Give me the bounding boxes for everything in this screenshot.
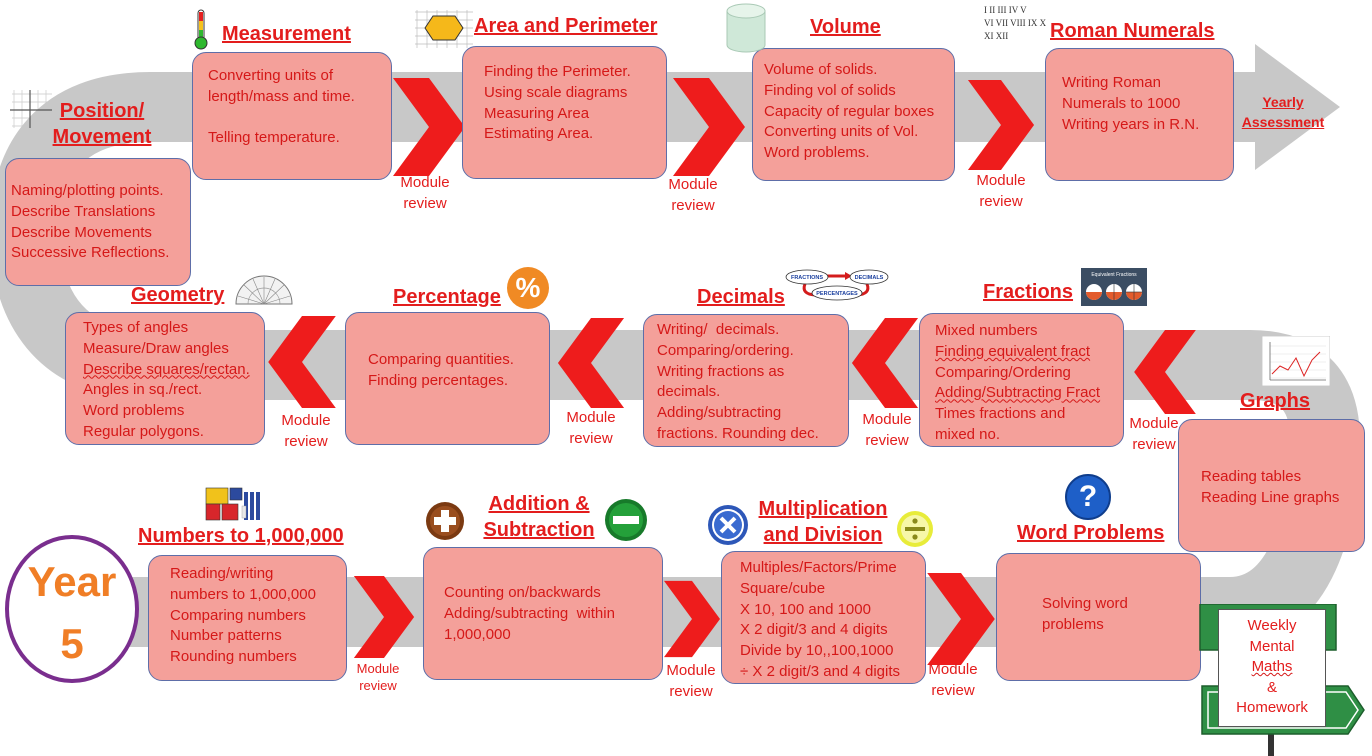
list-item: Telling temperature.	[208, 129, 340, 147]
list-item: Reading Line graphs	[1201, 488, 1340, 506]
list-item: Volume of solids.	[764, 61, 878, 78]
list-item: Multiples/Factors/Prime	[740, 559, 897, 576]
fractions-box	[919, 313, 1124, 447]
measurement-title: Measurement	[222, 23, 351, 45]
list-item: Reading tables	[1201, 468, 1302, 485]
geometry-title: Geometry	[131, 284, 225, 306]
list-item: Regular polygons.	[83, 422, 204, 440]
list-item: Adding/subtracting within	[444, 604, 615, 622]
protractor-icon	[234, 272, 294, 306]
svg-text:PERCENTAGES: PERCENTAGES	[816, 291, 858, 297]
module-review-label: Module review	[1129, 415, 1179, 453]
volume-title: Volume	[810, 16, 881, 38]
list-item: Capacity of regular boxes	[764, 102, 935, 120]
graphs-title: Graphs	[1240, 390, 1311, 412]
chevron-right-icon	[926, 573, 996, 665]
list-item: Times fractions and	[935, 405, 1066, 423]
list-item: Types of angles	[83, 319, 189, 336]
graphs-box	[1178, 419, 1365, 552]
cylinder-icon	[724, 2, 768, 54]
fractions-title: Fractions	[983, 281, 1074, 303]
list-item: Successive Reflections.	[11, 244, 170, 262]
list-item: Comparing numbers	[170, 606, 306, 624]
list-item: Angles in sq./rect.	[83, 381, 203, 399]
line-graph-icon	[1262, 336, 1330, 386]
question-icon: ?	[1065, 474, 1111, 520]
list-item: Finding vol of solids	[764, 81, 896, 99]
list-item: Using scale diagrams	[484, 83, 628, 101]
list-item: numbers to 1,000,000	[170, 585, 316, 603]
list-item: Finding the Perimeter.	[484, 63, 631, 80]
svg-text:FRACTIONS: FRACTIONS	[790, 275, 824, 281]
list-item: problems	[1042, 615, 1104, 633]
list-item: Reading/writing	[170, 565, 274, 582]
module-review-label: Module review	[281, 412, 331, 450]
list-item: Counting on/backwards	[444, 584, 601, 601]
fractions-decimals-percentages-icon	[785, 268, 889, 302]
list-item: Mixed numbers	[935, 322, 1038, 339]
list-item: mixed no.	[935, 425, 1001, 443]
list-item: Solving word	[1042, 595, 1128, 612]
module-review-label: Module review	[976, 172, 1026, 210]
list-item: Word problems	[83, 402, 185, 420]
word-problems-box	[996, 553, 1201, 681]
base-ten-blocks-icon	[204, 484, 264, 524]
module-review-label: Module review	[666, 662, 716, 700]
list-item: Converting units of Vol.	[764, 123, 919, 141]
list-item: Finding equivalent fract	[935, 342, 1091, 360]
multiplication-division-title: Multiplication and Division	[758, 498, 888, 546]
module-review-label: Module review	[400, 174, 450, 212]
list-item: Divide by 10,,100,1000	[740, 642, 894, 660]
chevron-left-icon	[262, 316, 342, 408]
module-review-label: Module review	[566, 409, 616, 447]
decimals-box	[643, 314, 849, 447]
addition-subtraction-title: Addition & Subtraction	[483, 493, 595, 541]
position-movement-title: Position/ Movement	[52, 100, 152, 148]
chevron-right-icon	[955, 80, 1047, 170]
list-item: Number patterns	[170, 627, 282, 645]
percentage-box	[345, 312, 550, 445]
multiply-icon	[707, 504, 749, 546]
minus-icon	[604, 498, 648, 542]
module-review-label: Module review	[928, 661, 978, 699]
list-item: 1,000,000	[444, 625, 511, 643]
list-item: Measure/Draw angles	[83, 339, 229, 357]
module-review-label: Module review	[862, 411, 912, 449]
numbers-title: Numbers to 1,000,000	[138, 525, 344, 547]
chevron-left-icon	[846, 318, 924, 408]
area-perimeter-box	[462, 46, 667, 179]
list-item: Writing Roman	[1062, 74, 1161, 91]
numbers-box	[148, 555, 347, 681]
list-item: X 10, 100 and 1000	[740, 600, 871, 618]
divide-icon	[896, 510, 934, 548]
multiplication-division-box	[721, 551, 926, 684]
thermometer-icon	[193, 8, 209, 50]
list-item: length/mass and time.	[208, 87, 355, 105]
module-review-label: Module review	[668, 176, 718, 214]
roman-numerals-title: Roman Numerals	[1050, 20, 1215, 42]
yearly-assessment-label: Yearly Assessment	[1241, 94, 1325, 130]
list-item: decimals.	[657, 383, 721, 401]
geometry-box	[65, 312, 265, 445]
list-item: Writing years in R.N.	[1062, 115, 1200, 133]
list-spacer	[208, 108, 391, 129]
module-review-label: Module review	[356, 661, 400, 693]
list-item: Naming/plotting points.	[11, 182, 164, 199]
chevron-right-icon	[393, 78, 465, 176]
roman-numerals-icon: I II III IV V VI VII VIII IX X XI XII	[984, 5, 1047, 41]
list-item: Word problems.	[764, 144, 870, 162]
plus-icon	[425, 501, 465, 541]
svg-text:DECIMALS: DECIMALS	[854, 275, 884, 281]
area-perimeter-title: Area and Perimeter	[474, 15, 658, 37]
list-item: Describe squares/rectan.	[83, 360, 250, 378]
word-problems-title: Word Problems	[1017, 522, 1165, 544]
list-item: X 2 digit/3 and 4 digits	[740, 621, 888, 639]
list-item: fractions. Rounding dec.	[657, 424, 819, 442]
list-item: Writing fractions as	[657, 362, 785, 380]
list-item: Describe Translations	[11, 202, 156, 220]
decimals-title: Decimals	[697, 286, 785, 308]
chevron-right-icon	[664, 573, 720, 665]
list-item: Adding/subtracting	[657, 404, 782, 422]
measurement-box	[192, 52, 392, 180]
list-item: Rounding numbers	[170, 648, 297, 666]
position-movement-box	[5, 158, 191, 286]
chevron-left-icon	[1125, 330, 1205, 414]
year-5-badge: Year 5	[5, 535, 139, 683]
list-item: Numerals to 1000	[1062, 94, 1181, 112]
list-item: Converting units of	[208, 67, 334, 84]
fraction-circles-icon	[1081, 268, 1147, 306]
svg-text:Equivalent Fractions: Equivalent Fractions	[1091, 272, 1137, 278]
list-item: Square/cube	[740, 579, 826, 597]
percent-icon: %	[507, 267, 549, 309]
list-item: Finding percentages.	[368, 371, 509, 389]
list-item: Adding/Subtracting Fract	[935, 384, 1101, 402]
list-item: Comparing/ordering.	[657, 341, 794, 359]
list-item: Comparing/Ordering	[935, 363, 1071, 381]
list-item: Writing/ decimals.	[657, 321, 780, 338]
chevron-right-icon	[670, 78, 748, 176]
list-item: Measuring Area	[484, 104, 590, 122]
chevron-left-icon	[551, 318, 631, 408]
weekly-mental-maths-sign: Weekly Mental Maths & Homework	[1218, 609, 1326, 727]
roman-numerals-box	[1045, 48, 1234, 181]
hexagon-grid-icon	[413, 8, 475, 50]
list-item: ÷ X 2 digit/3 and 4 digits	[740, 662, 900, 680]
list-item: Describe Movements	[11, 223, 152, 241]
list-item: Comparing quantities.	[368, 351, 514, 368]
list-item: Estimating Area.	[484, 125, 594, 143]
percentage-title: Percentage	[393, 286, 501, 308]
addition-subtraction-box	[423, 547, 663, 680]
volume-box	[752, 48, 955, 181]
chevron-right-icon	[348, 576, 420, 658]
